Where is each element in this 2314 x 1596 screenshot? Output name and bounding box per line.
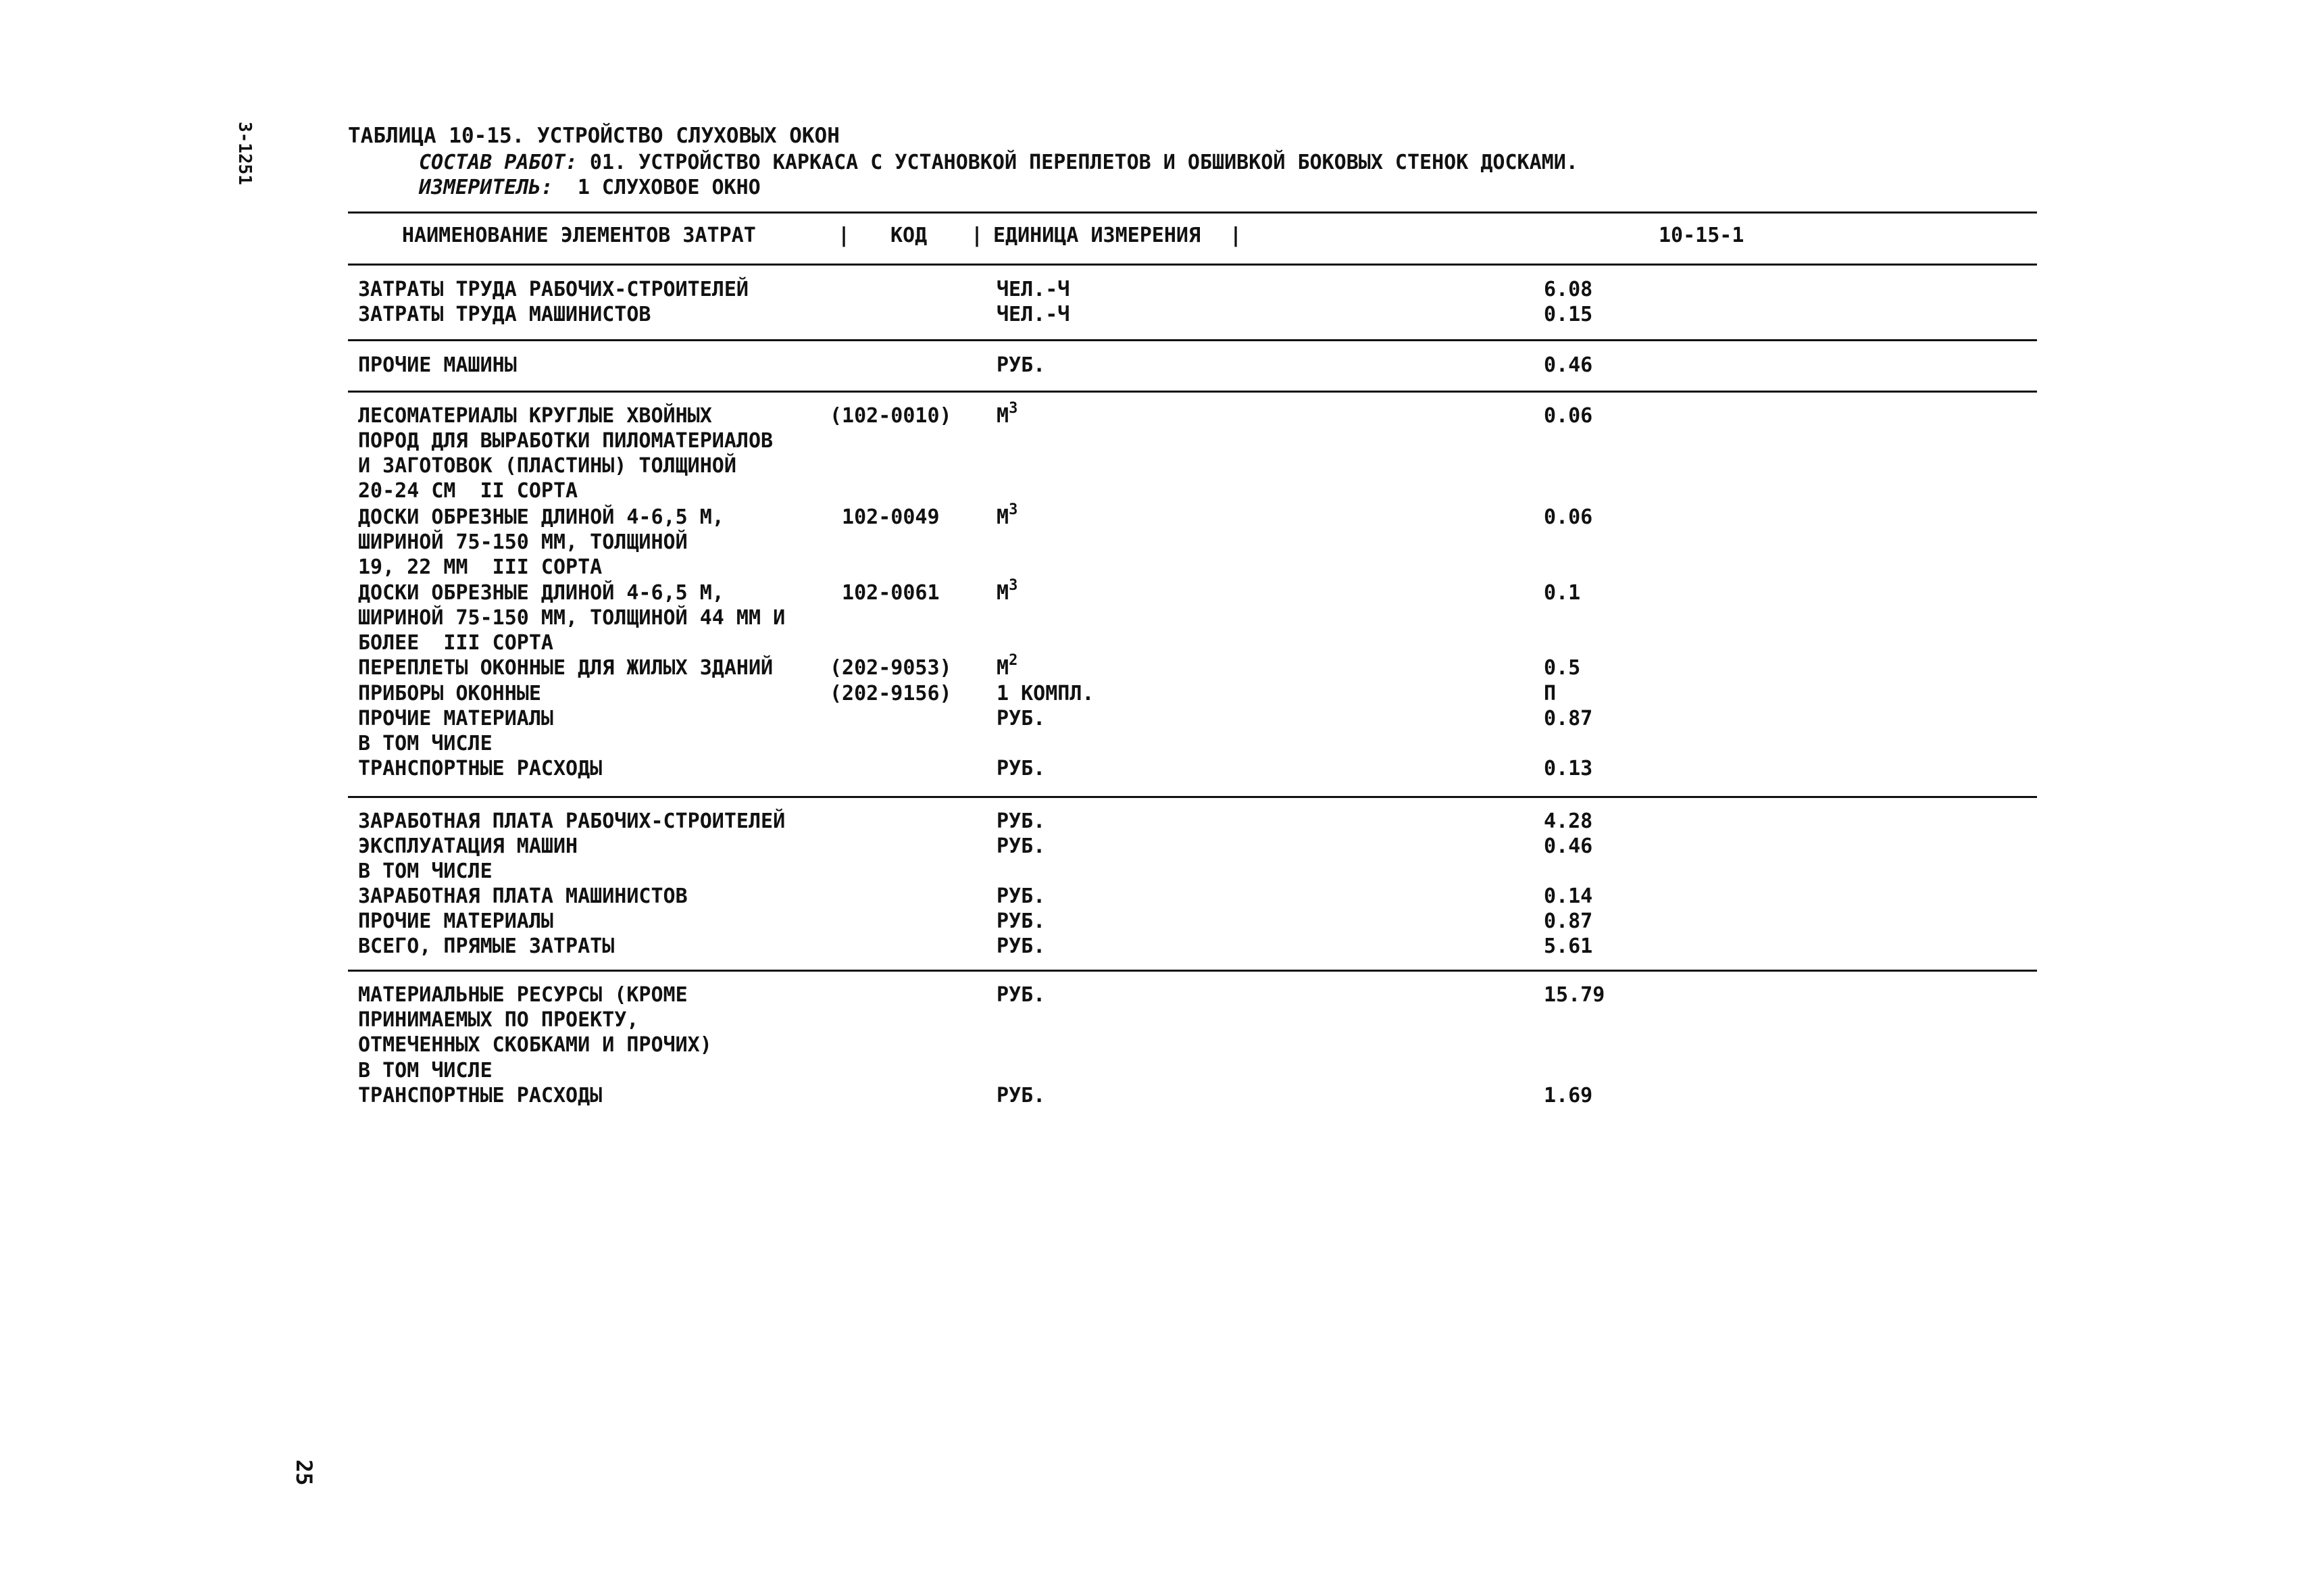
cost-element-name: ВСЕГО, ПРЯМЫЕ ЗАТРАТЫ (358, 934, 615, 958)
cost-element-name: ДОСКИ ОБРЕЗНЫЕ ДЛИНОЙ 4-6,5 М, (358, 505, 724, 529)
unit-text: М (997, 656, 1009, 680)
unit-exponent: 2 (1009, 652, 1018, 669)
unit-text: РУБ. (997, 1084, 1046, 1107)
table-row (0, 909, 2314, 934)
header-separator: | (971, 224, 984, 247)
unit-of-measure (997, 834, 1045, 859)
unit-of-measure (997, 277, 1070, 302)
unit-of-measure (997, 681, 1095, 706)
cost-element-name: ТРАНСПОРТНЫЕ РАСХОДЫ (358, 757, 603, 780)
cost-element-name: ЗАРАБОТНАЯ ПЛАТА РАБОЧИХ-СТРОИТЕЛЕЙ (358, 809, 786, 833)
section-rule (348, 391, 2037, 393)
header-column: 10-15-1 (1659, 224, 1744, 247)
unit-of-measure (997, 884, 1045, 909)
resource-code: (202-9156) (830, 682, 952, 705)
norm-value: 6.08 (1544, 278, 1593, 301)
norm-value: 0.15 (1544, 303, 1593, 326)
cost-element-name: ЭКСПЛУАТАЦИЯ МАШИН (358, 834, 578, 858)
table-row (0, 400, 2314, 428)
unit-text: РУБ. (997, 834, 1046, 858)
unit-text: РУБ. (997, 909, 1046, 933)
cost-element-name: ПРИНИМАЕМЫХ ПО ПРОЕКТУ, (358, 1008, 639, 1032)
cost-element-name: ПРИБОРЫ ОКОННЫЕ (358, 682, 541, 705)
section-rule (348, 339, 2037, 341)
table-row (0, 555, 2314, 580)
unit-of-measure (997, 934, 1045, 959)
cost-element-name: И ЗАГОТОВОК (ПЛАСТИНЫ) ТОЛЩИНОЙ (358, 454, 736, 478)
measure-unit (419, 175, 761, 200)
norm-value: П (1544, 682, 1557, 705)
norm-value: 0.1 (1544, 581, 1581, 605)
unit-text: РУБ. (997, 983, 1046, 1007)
norm-value: 1.69 (1544, 1084, 1593, 1107)
header-separator: | (838, 224, 851, 247)
cost-element-name: ТРАНСПОРТНЫЕ РАСХОДЫ (358, 1084, 603, 1107)
table-row (0, 934, 2314, 959)
cost-element-name: ПРОЧИЕ МАТЕРИАЛЫ (358, 707, 553, 730)
document-code: 3-1251 (234, 122, 255, 185)
table-row (0, 530, 2314, 555)
norm-value: 0.46 (1544, 353, 1593, 377)
header-top-rule (348, 211, 2037, 214)
table-row (0, 277, 2314, 302)
table-row (0, 353, 2314, 378)
cost-element-name: В ТОМ ЧИСЛЕ (358, 859, 493, 883)
page-number: 25 (291, 1460, 317, 1486)
unit-text: М (997, 581, 1009, 605)
unit-of-measure (997, 706, 1045, 731)
norm-value: 5.61 (1544, 934, 1593, 958)
measure-label: ИЗМЕРИТЕЛЬ: (419, 176, 553, 199)
cost-element-name: ЗАТРАТЫ ТРУДА МАШИНИСТОВ (358, 303, 651, 326)
norm-value: 0.5 (1544, 656, 1581, 680)
unit-of-measure (997, 1083, 1045, 1108)
header-bottom-rule (348, 264, 2037, 266)
cost-element-name: В ТОМ ЧИСЛЕ (358, 732, 493, 755)
unit-of-measure (997, 982, 1045, 1007)
work-composition-text: 01. УСТРОЙСТВО КАРКАСА С УСТАНОВКОЙ ПЕРЕПЛЕТОВ И ОБШИВКОЙ БОКОВЫХ СТЕНОК ДОСКАМИ. (589, 151, 1578, 174)
table-row (0, 428, 2314, 453)
unit-of-measure (997, 353, 1045, 378)
table-row (0, 1083, 2314, 1108)
section-rule (348, 796, 2037, 798)
cost-element-name: 19, 22 ММ III СОРТА (358, 555, 603, 579)
resource-code: 102-0061 (830, 581, 940, 605)
table-row (0, 577, 2314, 605)
table-row (0, 302, 2314, 327)
table-row (0, 884, 2314, 909)
cost-element-name: ПРОЧИЕ МАШИНЫ (358, 353, 517, 377)
table-row (0, 1032, 2314, 1057)
unit-of-measure (997, 577, 1018, 605)
unit-text: РУБ. (997, 809, 1046, 833)
unit-text: М (997, 404, 1009, 428)
unit-exponent: 3 (1009, 400, 1018, 417)
unit-exponent: 3 (1009, 577, 1018, 594)
unit-of-measure (997, 652, 1018, 680)
table-row (0, 453, 2314, 478)
measure-text: 1 СЛУХОВОЕ ОКНО (577, 176, 761, 199)
unit-of-measure (997, 809, 1045, 834)
table-row (0, 859, 2314, 884)
cost-element-name: ПЕРЕПЛЕТЫ ОКОННЫЕ ДЛЯ ЖИЛЫХ ЗДАНИЙ (358, 656, 774, 680)
table-row (0, 982, 2314, 1007)
header-name: НАИМЕНОВАНИЕ ЭЛЕМЕНТОВ ЗАТРАТ (402, 224, 756, 247)
cost-element-name: 20-24 СМ II СОРТА (358, 479, 578, 503)
resource-code: (202-9053) (830, 656, 952, 680)
table-row (0, 605, 2314, 630)
norm-value: 0.13 (1544, 757, 1593, 780)
resource-code: (102-0010) (830, 404, 952, 428)
cost-element-name: ЗАТРАТЫ ТРУДА РАБОЧИХ-СТРОИТЕЛЕЙ (358, 278, 749, 301)
unit-text: ЧЕЛ.-Ч (997, 303, 1070, 326)
cost-element-name: В ТОМ ЧИСЛЕ (358, 1059, 493, 1082)
table-row (0, 501, 2314, 530)
cost-element-name: ЗАРАБОТНАЯ ПЛАТА МАШИНИСТОВ (358, 884, 688, 908)
cost-element-name: ШИРИНОЙ 75-150 ММ, ТОЛЩИНОЙ (358, 530, 688, 554)
norm-value: 0.46 (1544, 834, 1593, 858)
norm-value: 0.87 (1544, 707, 1593, 730)
cost-element-name: ОТМЕЧЕННЫХ СКОБКАМИ И ПРОЧИХ) (358, 1033, 712, 1057)
unit-of-measure (997, 400, 1018, 428)
section-rule (348, 970, 2037, 972)
table-row (0, 706, 2314, 731)
table-row (0, 834, 2314, 859)
unit-text: РУБ. (997, 707, 1046, 730)
unit-exponent: 3 (1009, 501, 1018, 518)
norm-value: 0.87 (1544, 909, 1593, 933)
table-row (0, 1058, 2314, 1083)
norm-value: 0.06 (1544, 505, 1593, 529)
cost-element-name: ШИРИНОЙ 75-150 ММ, ТОЛЩИНОЙ 44 ММ И (358, 606, 786, 630)
work-composition (419, 150, 1578, 175)
norm-value: 15.79 (1544, 983, 1605, 1007)
unit-text: 1 КОМПЛ. (997, 682, 1095, 705)
unit-of-measure (997, 302, 1070, 327)
cost-element-name: БОЛЕЕ III СОРТА (358, 631, 553, 655)
unit-text: РУБ. (997, 353, 1046, 377)
table-row (0, 756, 2314, 781)
unit-of-measure (997, 501, 1018, 530)
table-row (0, 630, 2314, 655)
unit-text: М (997, 505, 1009, 529)
norm-value: 4.28 (1544, 809, 1593, 833)
cost-element-name: ЛЕСОМАТЕРИАЛЫ КРУГЛЫЕ ХВОЙНЫХ (358, 404, 712, 428)
table-row (0, 1007, 2314, 1032)
cost-element-name: ДОСКИ ОБРЕЗНЫЕ ДЛИНОЙ 4-6,5 М, (358, 581, 724, 605)
table-row (0, 681, 2314, 706)
header-separator: | (1230, 224, 1242, 247)
cost-element-name: ПРОЧИЕ МАТЕРИАЛЫ (358, 909, 553, 933)
cost-element-name: МАТЕРИАЛЬНЫЕ РЕСУРСЫ (КРОМЕ (358, 983, 688, 1007)
unit-of-measure (997, 909, 1045, 934)
table-row (0, 809, 2314, 834)
table-row (0, 652, 2314, 680)
unit-text: РУБ. (997, 934, 1046, 958)
header-unit: ЕДИНИЦА ИЗМЕРЕНИЯ (993, 224, 1201, 247)
unit-text: ЧЕЛ.-Ч (997, 278, 1070, 301)
table-row (0, 731, 2314, 756)
work-composition-label: СОСТАВ РАБОТ: (419, 151, 578, 174)
unit-of-measure (997, 756, 1045, 781)
norm-value: 0.14 (1544, 884, 1593, 908)
resource-code: 102-0049 (830, 505, 940, 529)
norm-value: 0.06 (1544, 404, 1593, 428)
cost-element-name: ПОРОД ДЛЯ ВЫРАБОТКИ ПИЛОМАТЕРИАЛОВ (358, 429, 774, 453)
unit-text: РУБ. (997, 884, 1046, 908)
header-code: КОД (890, 224, 928, 247)
unit-text: РУБ. (997, 757, 1046, 780)
table-title: ТАБЛИЦА 10-15. УСТРОЙСТВО СЛУХОВЫХ ОКОН (348, 124, 840, 148)
table-row (0, 478, 2314, 503)
